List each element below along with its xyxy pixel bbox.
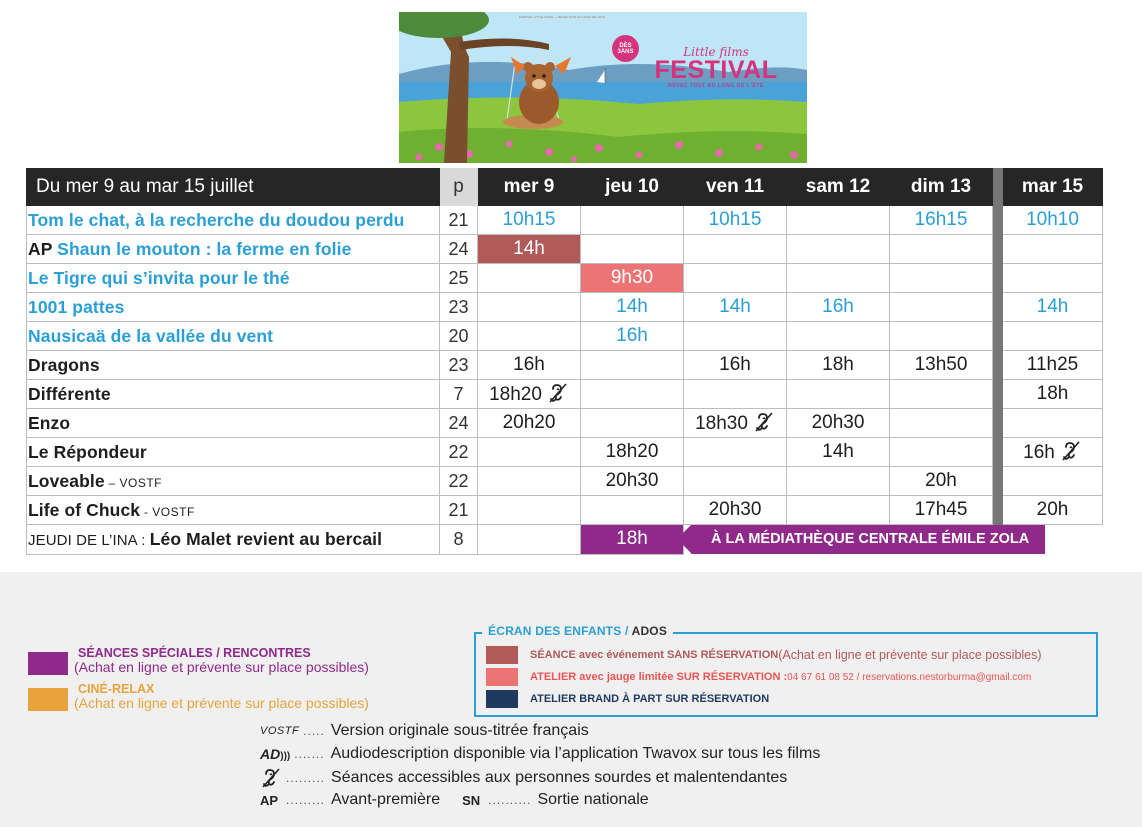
showtime — [890, 409, 993, 438]
brand-swatch — [486, 690, 518, 708]
showtime — [478, 496, 581, 525]
ad-text: Audiodescription disponible via l’application Twavox sur tous les films — [330, 745, 821, 762]
atelier-swatch — [486, 668, 518, 686]
vostf-text: Version originale sous-titrée français — [330, 722, 589, 739]
table-row — [27, 409, 1103, 438]
p-header: p — [440, 169, 478, 206]
banner-small-print: FESTIVAL LITTLE FILMS — RÉVEZ TOUT AU LONG DE L'ÉTÉ — [519, 15, 605, 19]
day-header: mar 15 — [1003, 169, 1103, 206]
day-header: dim 13 — [890, 169, 993, 206]
showtime — [478, 438, 581, 467]
week-separator — [993, 264, 1003, 293]
week-separator — [993, 409, 1003, 438]
showtime — [581, 206, 684, 235]
hearing-accessibility-icon — [1060, 441, 1082, 461]
age-badge — [612, 35, 639, 62]
ear-text: Séances accessibles aux personnes sourdes et malentendantes — [331, 769, 788, 786]
ecran-enfants-box — [474, 624, 1098, 717]
showtime: 20h20 — [478, 409, 581, 438]
ina-prefix: JEUDI DE L’INA : — [28, 531, 150, 549]
page-ref: 21 — [440, 496, 478, 525]
festival-banner — [399, 12, 807, 163]
showtime: 14h — [1003, 293, 1103, 322]
film-title-text: 1001 pattes — [28, 296, 125, 317]
table-row — [27, 264, 1103, 293]
showtime-special: 18h — [581, 525, 684, 555]
legend-event-row — [486, 646, 1042, 664]
week-separator — [993, 293, 1003, 322]
showtime — [1003, 322, 1103, 351]
film-title-text: Nausicaä de la vallée du vent — [28, 325, 274, 346]
legend-vostf — [260, 722, 589, 740]
vostf-dots: ..... — [303, 724, 325, 738]
showtime — [787, 322, 890, 351]
showtime — [684, 438, 787, 467]
showtime: 18h — [787, 351, 890, 380]
showtime: 20h30 — [787, 409, 890, 438]
ap-text: Avant-première — [331, 791, 441, 808]
showtime: 14h — [581, 293, 684, 322]
page-ref: 22 — [440, 438, 478, 467]
event-note: (Achat en ligne et prévente sur place possibles) — [778, 648, 1042, 662]
film-title-text: Shaun le mouton : la ferme en folie — [57, 238, 352, 259]
showtime — [890, 322, 993, 351]
age-badge-top: DÈS — [619, 43, 632, 49]
film-title-text: Enzo — [28, 412, 71, 433]
hearing-accessibility-icon — [753, 412, 775, 432]
film-title — [27, 467, 440, 496]
week-separator — [993, 169, 1003, 206]
showtime — [787, 380, 890, 409]
sn-dots: .......... — [488, 793, 532, 807]
page-ref: 22 — [440, 467, 478, 496]
ad-dots: ....... — [294, 747, 325, 761]
showtime: 16h15 — [890, 206, 993, 235]
film-title-text: Tom le chat, à la recherche du doudou perdu — [28, 209, 405, 230]
film-title — [27, 322, 440, 351]
showtime: 17h45 — [890, 496, 993, 525]
film-title — [27, 438, 440, 467]
brand-label: ATELIER BRAND À PART SUR RÉSERVATION — [530, 693, 770, 705]
festival-tagline: RÊVEZ TOUT AU LONG DE L'ÉTÉ — [668, 83, 764, 89]
vostf-key: VOSTF — [260, 725, 300, 737]
table-row — [27, 293, 1103, 322]
showtime — [684, 264, 787, 293]
showtime — [890, 264, 993, 293]
showtime: 10h15 — [478, 206, 581, 235]
legend-special — [28, 646, 369, 675]
hearing-accessibility-icon — [547, 383, 569, 403]
event-swatch — [486, 646, 518, 664]
table-row — [27, 351, 1103, 380]
showtime: 20h — [1003, 496, 1103, 525]
schedule-header-row — [27, 169, 1103, 206]
showtime: 10h15 — [684, 206, 787, 235]
legend-hearing — [260, 768, 787, 788]
atelier-contact: 04 67 61 08 52 / reservations.nestorburma@gmail.com — [787, 671, 1032, 683]
venue-cell — [684, 525, 1103, 555]
film-title-text: Le Répondeur — [28, 441, 147, 462]
film-title — [27, 206, 440, 235]
hearing-accessibility-icon — [260, 768, 282, 788]
sn-key: SN — [462, 792, 481, 808]
showtime — [787, 467, 890, 496]
page-ref: 7 — [440, 380, 478, 409]
showtime: 13h50 — [890, 351, 993, 380]
film-title — [27, 380, 440, 409]
event-label: SÉANCE avec événement SANS RÉSERVATION — [530, 649, 779, 661]
showtime-text: 18h20 — [489, 383, 542, 405]
film-title-text: Le Tigre qui s’invita pour le thé — [28, 267, 290, 288]
film-title — [27, 293, 440, 322]
showtime — [581, 409, 684, 438]
showtime: 14h — [684, 293, 787, 322]
film-title-text: Dragons — [28, 354, 100, 375]
showtime — [787, 264, 890, 293]
ap-prefix: AP — [28, 238, 53, 259]
legend-relax — [28, 682, 369, 711]
page-ref: 20 — [440, 322, 478, 351]
festival-logo — [651, 46, 781, 90]
showtime — [787, 206, 890, 235]
ap-key: AP — [260, 792, 279, 808]
showtime: 16h — [581, 322, 684, 351]
venue-arrow-label: À LA MÉDIATHÈQUE CENTRALE ÉMILE ZOLA — [691, 525, 1045, 554]
page-ref: 21 — [440, 206, 478, 235]
legend-ad — [260, 745, 820, 763]
showtime — [1003, 409, 1103, 438]
showtime — [478, 293, 581, 322]
audiodescription-icon: AD))) — [260, 746, 291, 762]
showtime: 10h10 — [1003, 206, 1103, 235]
period-header: Du mer 9 au mar 15 juillet — [27, 169, 440, 206]
page-ref: 24 — [440, 235, 478, 264]
sn-text: Sortie nationale — [537, 791, 649, 808]
relax-subtitle: (Achat en ligne et prévente sur place possibles) — [74, 695, 369, 711]
showtime — [890, 380, 993, 409]
legend-atelier-row — [486, 668, 1031, 686]
week-separator — [993, 467, 1003, 496]
page-ref: 25 — [440, 264, 478, 293]
ad-key: AD — [260, 746, 281, 762]
festival-script-title: Little films — [683, 45, 749, 59]
table-row — [27, 525, 1103, 555]
week-separator — [993, 351, 1003, 380]
showtime-accessible — [684, 409, 787, 438]
showtime — [581, 496, 684, 525]
ecran-title-text: ÉCRAN DES ENFANTS / — [488, 624, 632, 638]
relax-title: CINÉ-RELAX — [78, 682, 155, 696]
showtime — [478, 322, 581, 351]
film-title — [27, 525, 440, 555]
age-badge-bottom: 3ANS — [617, 49, 634, 55]
showtime-accessible — [1003, 438, 1103, 467]
showtime: 16h — [787, 293, 890, 322]
day-header: mer 9 — [478, 169, 581, 206]
film-title-text: Différente — [28, 383, 111, 404]
showtime — [478, 467, 581, 496]
ap-dots: ......... — [286, 793, 326, 807]
table-row — [27, 438, 1103, 467]
showtime-text: 18h30 — [695, 412, 748, 434]
table-row — [27, 496, 1103, 525]
showtime-event: 14h — [478, 235, 581, 264]
showtime-accessible — [478, 380, 581, 409]
showtime — [1003, 264, 1103, 293]
special-swatch — [28, 652, 68, 675]
showtime — [890, 438, 993, 467]
day-header: jeu 10 — [581, 169, 684, 206]
relax-swatch — [28, 688, 68, 711]
showtime: 20h — [890, 467, 993, 496]
special-subtitle: (Achat en ligne et prévente sur place possibles) — [74, 659, 369, 675]
ecran-title — [482, 624, 673, 638]
showtime: 14h — [787, 438, 890, 467]
ear-dots: ......... — [286, 771, 326, 785]
film-title — [27, 409, 440, 438]
special-title: SÉANCES SPÉCIALES / RENCONTRES — [78, 646, 311, 660]
film-title-text: Loveable — [28, 470, 105, 491]
showtime — [787, 496, 890, 525]
showtime — [684, 235, 787, 264]
page-ref: 24 — [440, 409, 478, 438]
showtime — [890, 235, 993, 264]
showtime: 16h — [478, 351, 581, 380]
week-separator — [993, 206, 1003, 235]
film-title — [27, 235, 440, 264]
showtime-text: 16h — [1023, 441, 1055, 463]
day-header: sam 12 — [787, 169, 890, 206]
page-ref: 8 — [440, 525, 478, 555]
vostf-suffix: – VOSTF — [104, 475, 163, 490]
film-title — [27, 264, 440, 293]
week-separator — [993, 235, 1003, 264]
week-separator — [993, 380, 1003, 409]
table-row — [27, 467, 1103, 496]
vostf-suffix: - VOSTF — [140, 504, 195, 519]
film-title — [27, 496, 440, 525]
table-row — [27, 206, 1103, 235]
showtime — [684, 467, 787, 496]
showtime — [1003, 235, 1103, 264]
showtime — [684, 380, 787, 409]
showtime — [684, 322, 787, 351]
film-title — [27, 351, 440, 380]
day-header: ven 11 — [684, 169, 787, 206]
legend-brand-row — [486, 690, 769, 708]
showtime: 20h30 — [581, 467, 684, 496]
showtime: 20h30 — [684, 496, 787, 525]
film-title-text: Life of Chuck — [28, 499, 141, 520]
showtime — [478, 525, 581, 555]
showtime — [581, 235, 684, 264]
film-title-text: Léo Malet revient au bercail — [149, 528, 383, 549]
legend-ap-sn — [260, 791, 649, 809]
week-separator — [993, 496, 1003, 525]
table-row — [27, 322, 1103, 351]
week-separator — [993, 322, 1003, 351]
table-row — [27, 380, 1103, 409]
showtime — [581, 351, 684, 380]
showtime — [581, 380, 684, 409]
showtime: 18h20 — [581, 438, 684, 467]
legend-panel — [0, 572, 1142, 827]
showtime: 18h — [1003, 380, 1103, 409]
showtime — [478, 264, 581, 293]
showtime — [1003, 467, 1103, 496]
schedule-table — [26, 168, 1103, 555]
showtime — [787, 235, 890, 264]
showtime: 11h25 — [1003, 351, 1103, 380]
showtime-atelier: 9h30 — [581, 264, 684, 293]
ecran-title-ados: ADOS — [631, 624, 668, 638]
page-ref: 23 — [440, 351, 478, 380]
atelier-label: ATELIER avec jauge limitée SUR RÉSERVATION : — [530, 671, 788, 683]
festival-name: FESTIVAL — [654, 56, 778, 84]
week-separator — [993, 438, 1003, 467]
showtime — [890, 293, 993, 322]
page-ref: 23 — [440, 293, 478, 322]
table-row — [27, 235, 1103, 264]
showtime: 16h — [684, 351, 787, 380]
